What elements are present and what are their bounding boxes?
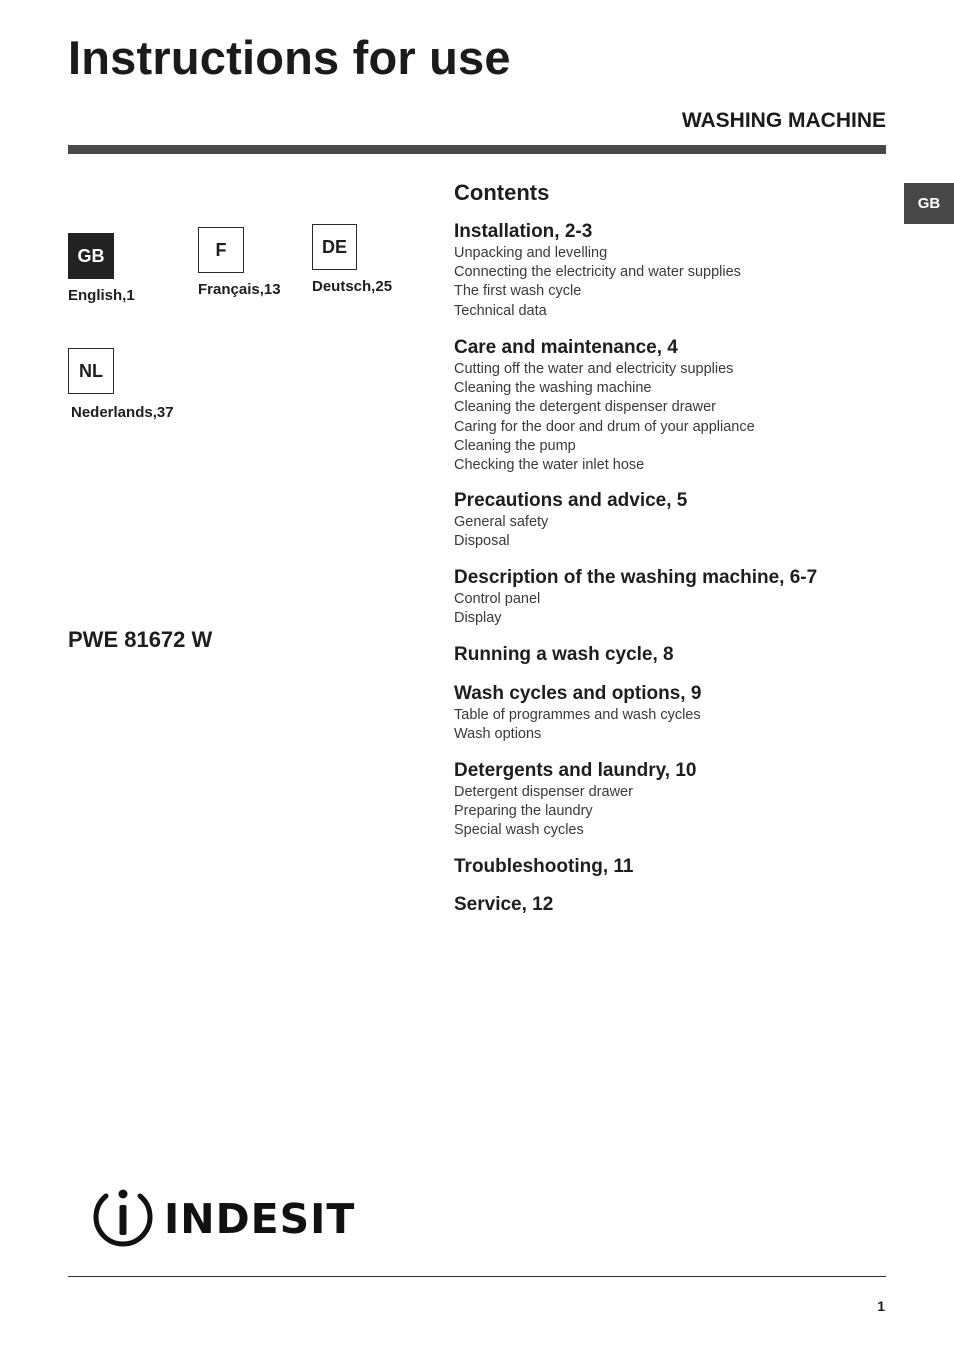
indesit-logo-icon (92, 1188, 154, 1250)
section-item[interactable]: Cleaning the washing machine (454, 380, 652, 397)
section-item[interactable]: Display (454, 610, 502, 627)
contents-section-installation (454, 220, 884, 321)
language-box-gb[interactable]: GB (68, 233, 114, 279)
language-box-de[interactable]: DE (312, 224, 357, 270)
section-item[interactable]: Special wash cycles (454, 822, 584, 839)
language-label-de[interactable]: Deutsch,25 (312, 278, 393, 295)
section-item[interactable]: Cleaning the pump (454, 437, 576, 454)
section-item[interactable]: The first wash cycle (454, 283, 582, 300)
section-item[interactable]: Cutting off the water and electricity supplies (454, 361, 734, 377)
contents-section-wash-cycles (454, 682, 884, 744)
contents-section-troubleshooting (454, 855, 884, 879)
brand-name: INDESIT (164, 1195, 356, 1243)
section-item[interactable]: Wash options (454, 726, 542, 743)
section-title[interactable]: Installation, 2-3 (454, 221, 593, 242)
section-item[interactable]: Connecting the electricity and water supplies (454, 264, 741, 281)
header-divider (68, 145, 886, 154)
contents-section-service (454, 893, 884, 917)
section-title[interactable]: Wash cycles and options, 9 (454, 683, 702, 704)
footer-divider (68, 1276, 886, 1277)
page-number: 1 (877, 1298, 885, 1314)
section-item[interactable]: Control panel (454, 591, 541, 607)
contents-section-care (454, 336, 884, 475)
section-item[interactable]: General safety (454, 514, 549, 530)
brand-logo (92, 1188, 355, 1250)
language-box-nl[interactable]: NL (68, 348, 114, 394)
section-title[interactable]: Description of the washing machine, 6-7 (454, 567, 818, 588)
language-side-tab: GB (904, 183, 954, 224)
section-title[interactable]: Detergents and laundry, 10 (454, 760, 697, 781)
section-item[interactable]: Technical data (454, 302, 547, 319)
page-title: Instructions for use (68, 31, 511, 84)
contents-heading: Contents (454, 180, 550, 205)
section-title[interactable]: Troubleshooting, 11 (454, 856, 634, 877)
contents-section-running (454, 643, 884, 667)
model-number: PWE 81672 W (68, 627, 213, 652)
contents-section-description (454, 566, 884, 628)
language-label-gb[interactable]: English,1 (68, 287, 135, 304)
section-item[interactable]: Disposal (454, 533, 510, 550)
section-item[interactable]: Preparing the laundry (454, 803, 593, 820)
section-item[interactable]: Table of programmes and wash cycles (454, 707, 701, 723)
section-item[interactable]: Detergent dispenser drawer (454, 784, 633, 800)
document-subtitle: WASHING MACHINE (681, 109, 886, 132)
language-label-f[interactable]: Français,13 (198, 281, 281, 298)
section-item[interactable]: Checking the water inlet hose (454, 457, 645, 474)
language-box-f[interactable]: F (198, 227, 244, 273)
section-title[interactable]: Precautions and advice, 5 (454, 490, 688, 511)
section-item[interactable]: Cleaning the detergent dispenser drawer (454, 399, 716, 416)
section-title[interactable]: Care and maintenance, 4 (454, 337, 678, 358)
contents-section-precautions (454, 489, 884, 551)
section-title[interactable]: Service, 12 (454, 894, 554, 915)
section-item[interactable]: Unpacking and levelling (454, 245, 608, 261)
section-title[interactable]: Running a wash cycle, 8 (454, 644, 674, 665)
language-label-nl[interactable]: Nederlands,37 (71, 404, 174, 421)
contents-section-detergents (454, 759, 884, 841)
section-item[interactable]: Caring for the door and drum of your appliance (454, 418, 755, 435)
